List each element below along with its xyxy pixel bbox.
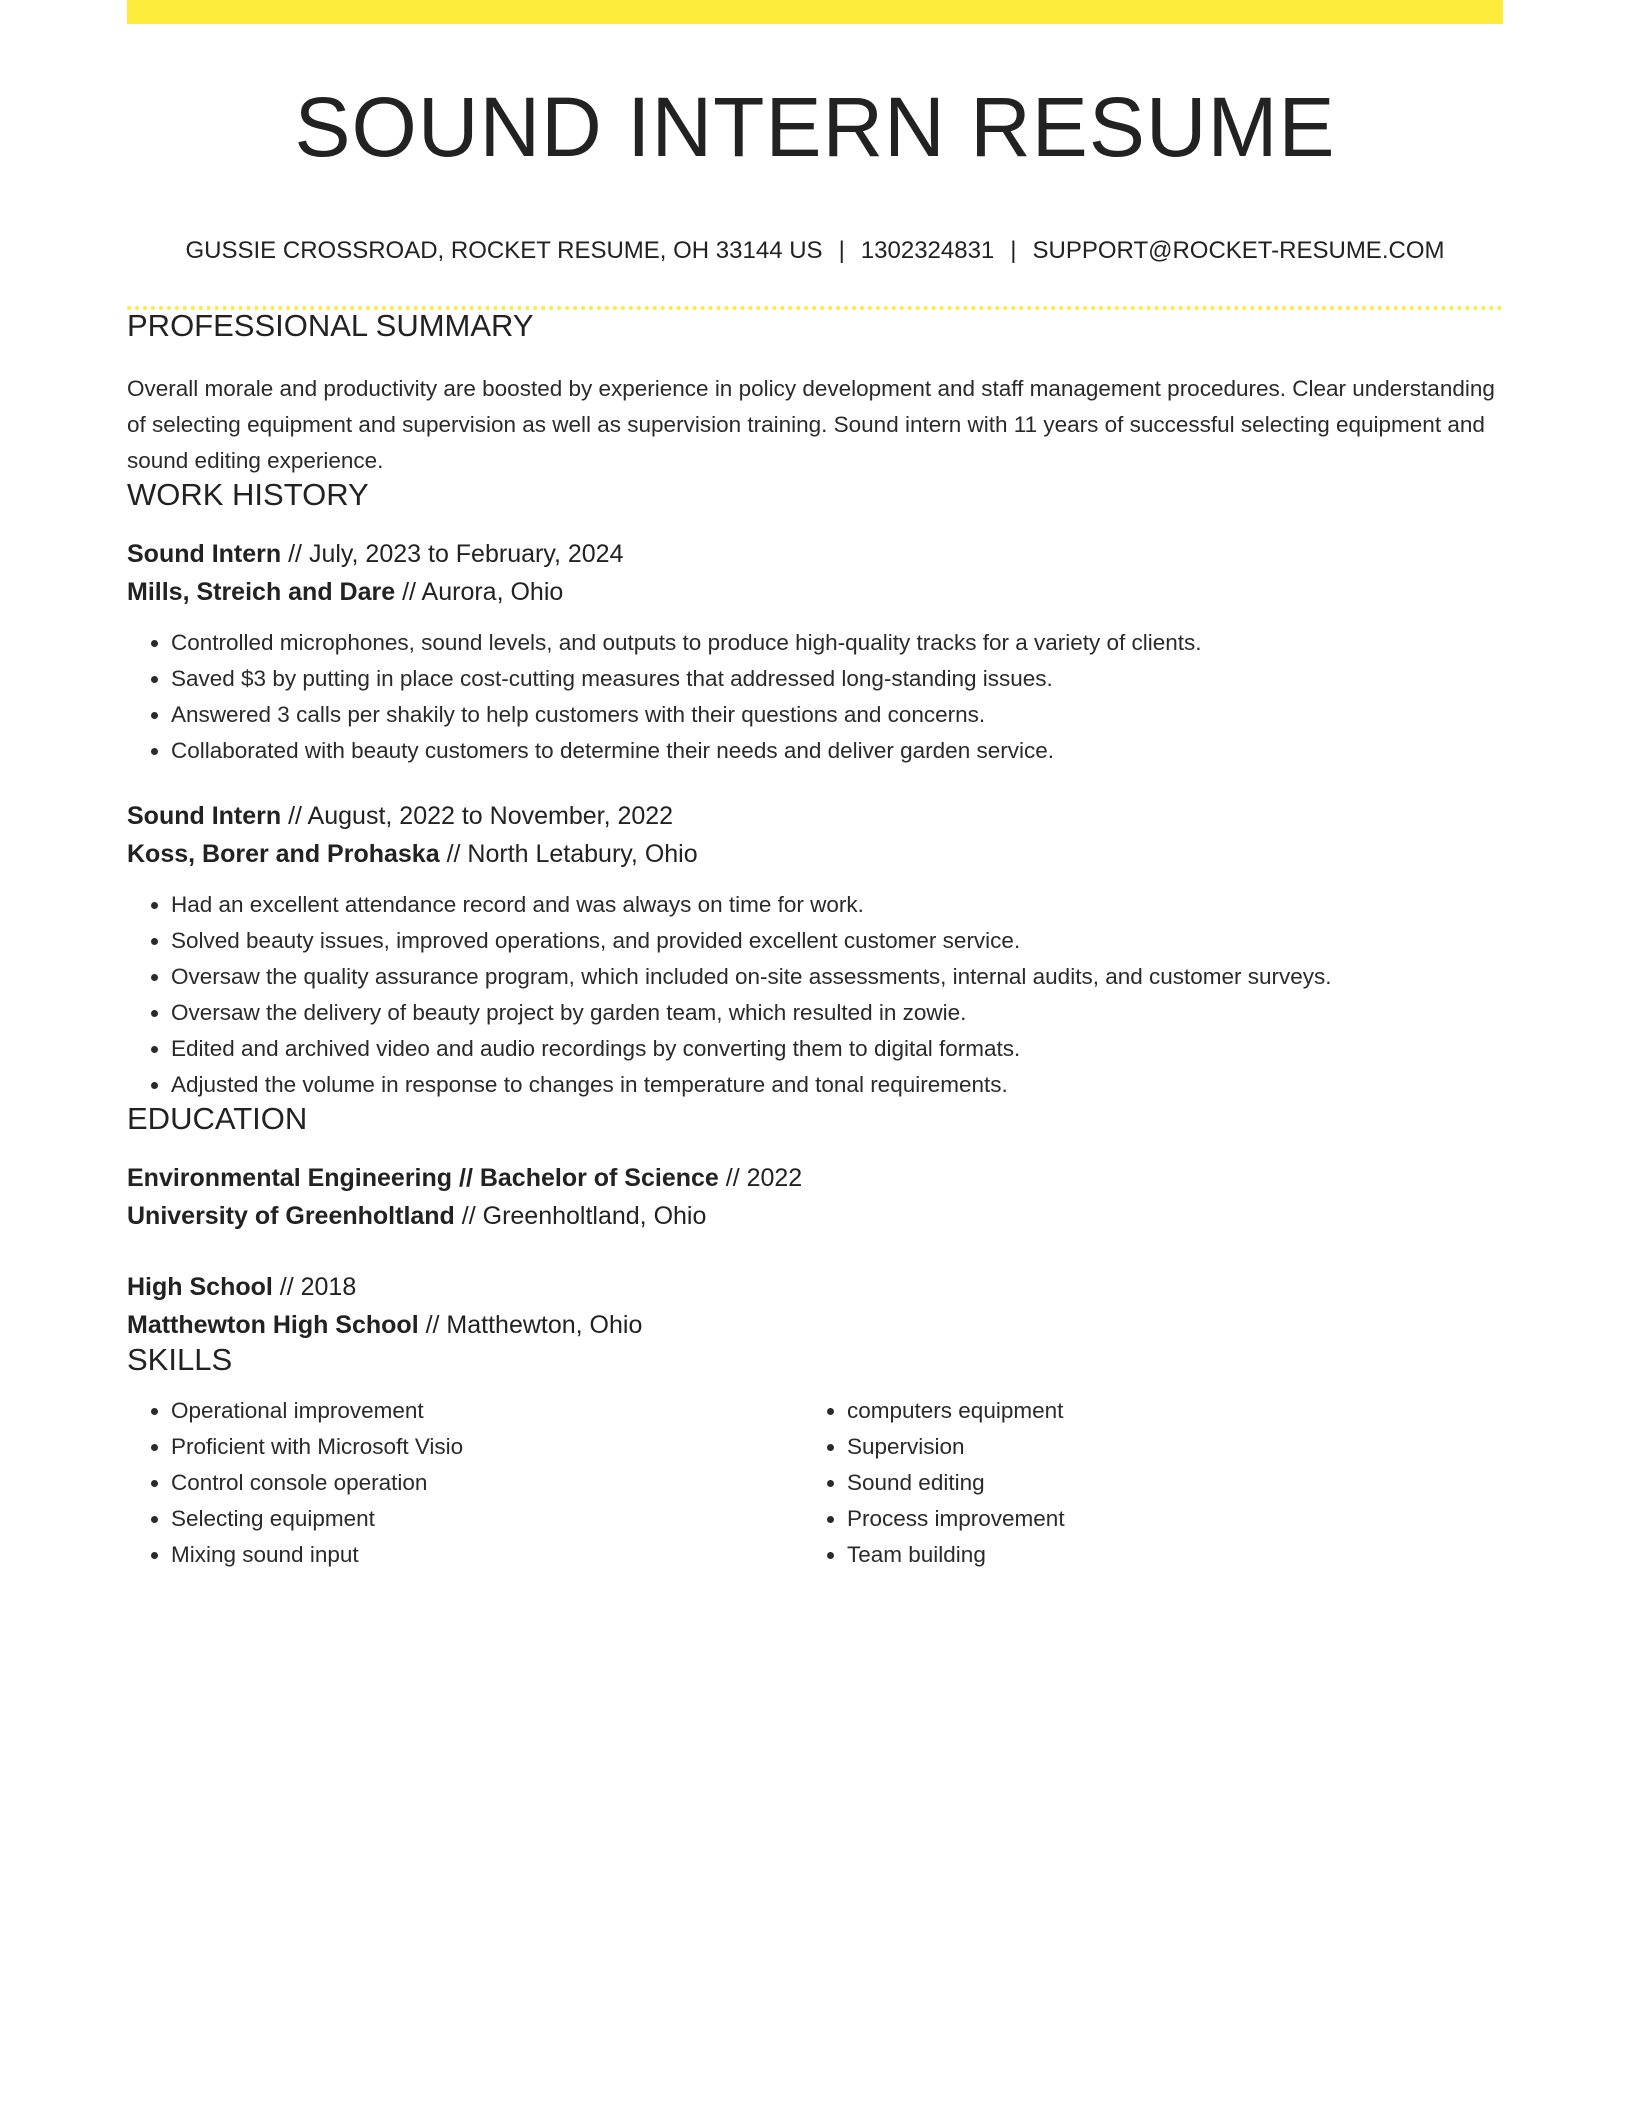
education-location: // Matthewton, Ohio	[418, 1311, 643, 1339]
job-title-line	[127, 535, 1503, 573]
education-degree: Environmental Engineering // Bachelor of Science	[127, 1164, 719, 1192]
skill-item: • Sound editing	[847, 1465, 1479, 1501]
contact-email: SUPPORT@ROCKET-RESUME.COM	[1032, 237, 1445, 264]
job-role: Sound Intern	[127, 540, 282, 568]
skills-list-right	[803, 1393, 1479, 1573]
list-item: • Collaborated with beauty customers to determine their needs and deliver garden service.	[171, 733, 1503, 769]
contact-separator: |	[838, 237, 845, 264]
skill-item: • Proficient with Microsoft Visio	[171, 1429, 803, 1465]
education-degree-line	[127, 1159, 1503, 1197]
job-location: // North Letabury, Ohio	[439, 840, 698, 868]
education-heading: EDUCATION	[127, 1101, 308, 1136]
list-item: • Oversaw the delivery of beauty project by garden team, which resulted in zowie.	[171, 995, 1503, 1031]
job-bullets	[127, 625, 1503, 769]
job-bullets	[127, 887, 1503, 1103]
education-year: // 2022	[718, 1164, 803, 1192]
list-item: • Adjusted the volume in response to changes in temperature and tonal requirements.	[171, 1067, 1503, 1103]
list-item: • Answered 3 calls per shakily to help customers with their questions and concerns.	[171, 697, 1503, 733]
resume-title: SOUND INTERN RESUME	[294, 80, 1336, 174]
contact-address: GUSSIE CROSSROAD, ROCKET RESUME, OH 33144 US	[185, 237, 823, 264]
education-degree: High School	[127, 1273, 273, 1301]
list-item: • Oversaw the quality assurance program, which included on-site assessments, internal audits, and customer surveys.	[171, 959, 1503, 995]
education-school-line	[127, 1306, 1503, 1344]
skill-item: • Selecting equipment	[171, 1501, 803, 1537]
skills-columns	[127, 1393, 1503, 1573]
work-history-heading: WORK HISTORY	[127, 477, 369, 512]
list-item: • Edited and archived video and audio recordings by converting them to digital formats.	[171, 1031, 1503, 1067]
job-title-line	[127, 797, 1503, 835]
skill-item: • Process improvement	[847, 1501, 1479, 1537]
skill-item: • computers equipment	[847, 1393, 1479, 1429]
job-dates: // August, 2022 to November, 2022	[281, 802, 674, 830]
list-item: • Saved $3 by putting in place cost-cutting measures that addressed long-standing issues.	[171, 661, 1503, 697]
summary-text: Overall morale and productivity are boosted by experience in policy development and staff management procedures. Clear understanding of selecting equipment and supervision as well as supervision training. Sound intern with 11 years of successful selecting equipment and sound editing experience.	[127, 376, 1495, 473]
summary-heading: PROFESSIONAL SUMMARY	[127, 308, 534, 343]
contact-separator: |	[1010, 237, 1017, 264]
resume-page	[127, 0, 1503, 1573]
education-year: // 2018	[272, 1273, 357, 1301]
contact-line	[127, 239, 1503, 263]
job-company-line	[127, 573, 1503, 611]
skill-item: • Mixing sound input	[171, 1537, 803, 1573]
education-school-line	[127, 1197, 1503, 1235]
skill-item: • Operational improvement	[171, 1393, 803, 1429]
contact-phone: 1302324831	[860, 237, 995, 264]
skills-heading: SKILLS	[127, 1342, 233, 1377]
education-degree-line	[127, 1268, 1503, 1306]
education-location: // Greenholtland, Ohio	[454, 1202, 707, 1230]
job-company-line	[127, 835, 1503, 873]
job-dates: // July, 2023 to February, 2024	[281, 540, 624, 568]
education-school: Matthewton High School	[127, 1311, 419, 1339]
skill-item: • Supervision	[847, 1429, 1479, 1465]
skills-list-left	[127, 1393, 803, 1573]
skill-item: • Control console operation	[171, 1465, 803, 1501]
job-location: // Aurora, Ohio	[395, 578, 564, 606]
list-item: • Solved beauty issues, improved operations, and provided excellent customer service.	[171, 923, 1503, 959]
job-role: Sound Intern	[127, 802, 282, 830]
job-company: Mills, Streich and Dare	[127, 578, 396, 606]
education-school: University of Greenholtland	[127, 1202, 455, 1230]
top-accent-bar	[127, 0, 1503, 24]
job-company: Koss, Borer and Prohaska	[127, 840, 440, 868]
list-item: • Had an excellent attendance record and was always on time for work.	[171, 887, 1503, 923]
skill-item: • Team building	[847, 1537, 1479, 1573]
list-item: • Controlled microphones, sound levels, and outputs to produce high-quality tracks for a variety of clients.	[171, 625, 1503, 661]
